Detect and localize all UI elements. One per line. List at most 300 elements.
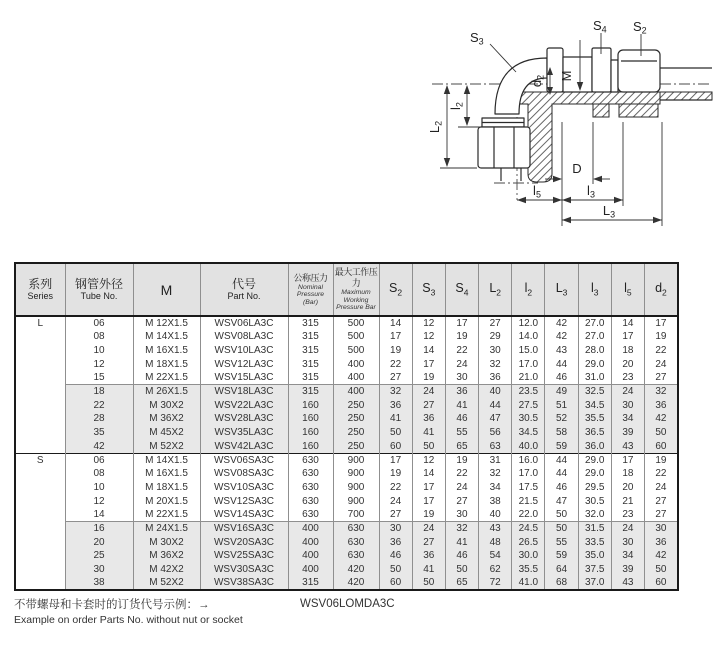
cell: 41 — [412, 426, 445, 440]
cell: 900 — [333, 494, 379, 508]
cell: 24 — [611, 385, 644, 399]
cell: WSV08SA3C — [200, 467, 288, 481]
spec-table — [14, 262, 679, 591]
fitting-diagram — [0, 0, 720, 255]
cell: 17 — [379, 330, 412, 344]
cell: 24 — [645, 357, 678, 371]
cell: 50 — [645, 426, 678, 440]
cell: 27 — [645, 508, 678, 522]
cell: 50 — [545, 522, 578, 536]
cell: M 14X1.5 — [133, 453, 200, 467]
cell: 60 — [645, 440, 678, 454]
cell: 17 — [611, 453, 644, 467]
cell: 24 — [645, 481, 678, 495]
cell: 49 — [545, 385, 578, 399]
cell: 160 — [288, 440, 333, 454]
cell: M 20X1.5 — [133, 494, 200, 508]
cell: 59 — [545, 549, 578, 563]
cell: WSV22LA3C — [200, 398, 288, 412]
cell: M 30X2 — [133, 398, 200, 412]
cell: WSV16SA3C — [200, 522, 288, 536]
cell: 400 — [333, 371, 379, 385]
table-row — [15, 535, 678, 549]
label-L3: L3 — [602, 203, 616, 220]
column-header-l2: $l_2$ — [512, 263, 545, 316]
cell: 21.5 — [512, 494, 545, 508]
cell: 36 — [645, 398, 678, 412]
cell: 60 — [379, 440, 412, 454]
header-part-zh: 代号 — [231, 277, 256, 291]
column-header-tube — [65, 263, 133, 316]
cell: 26.5 — [512, 535, 545, 549]
cell: 37.5 — [578, 563, 611, 577]
cell: 50 — [412, 576, 445, 590]
cell: 29.0 — [578, 453, 611, 467]
order-note-en: Example on order Parts No. without nut or socket — [14, 614, 243, 626]
cell: 630 — [288, 494, 333, 508]
cell: 43 — [545, 344, 578, 358]
cell: 14 — [65, 508, 133, 522]
cell: 30 — [445, 371, 478, 385]
cell: 630 — [333, 522, 379, 536]
cell: WSV10SA3C — [200, 481, 288, 495]
cell: 60 — [379, 576, 412, 590]
cell: 18 — [611, 467, 644, 481]
cell: 20 — [65, 535, 133, 549]
cell: 630 — [288, 453, 333, 467]
cell: WSV30SA3C — [200, 563, 288, 577]
table-row — [15, 398, 678, 412]
cell: 27 — [445, 494, 478, 508]
cell: 42 — [645, 549, 678, 563]
cell: 12 — [65, 357, 133, 371]
cell: WSV35LA3C — [200, 426, 288, 440]
column-header-part — [200, 263, 288, 316]
cell: 17.0 — [512, 357, 545, 371]
cell: 58 — [545, 426, 578, 440]
table-row — [15, 385, 678, 399]
label-l5: l5 — [533, 183, 541, 200]
cell: 50 — [379, 426, 412, 440]
cell: 315 — [288, 385, 333, 399]
s3-leader — [490, 44, 516, 72]
cell: WSV18LA3C — [200, 385, 288, 399]
cell: 160 — [288, 426, 333, 440]
cell: M 52X2 — [133, 576, 200, 590]
column-header-l5: $l_5$ — [611, 263, 644, 316]
cell: 250 — [333, 440, 379, 454]
cell: 19 — [412, 371, 445, 385]
cell: 22 — [379, 481, 412, 495]
cell: 27.0 — [578, 316, 611, 330]
cell: 23 — [611, 508, 644, 522]
label-s2: S2 — [633, 19, 647, 36]
cell: 12.0 — [512, 316, 545, 330]
cell: 52 — [545, 412, 578, 426]
cell: M 42X2 — [133, 563, 200, 577]
cell: M 16X1.5 — [133, 467, 200, 481]
cell: 14 — [412, 467, 445, 481]
label-s4: S4 — [593, 18, 607, 35]
cell: 29.0 — [578, 467, 611, 481]
cell: 54 — [479, 549, 512, 563]
column-header-s2: $S_2$ — [379, 263, 412, 316]
header-m: M — [160, 281, 173, 298]
cell: 33.5 — [578, 535, 611, 549]
cell: 17 — [412, 357, 445, 371]
cell: 44 — [479, 398, 512, 412]
table-body — [15, 316, 678, 590]
order-note-zh: 不带螺母和卡套时的订货代号示例：→ — [14, 599, 210, 611]
cell: 19 — [412, 508, 445, 522]
cell: 35.5 — [512, 563, 545, 577]
cell: WSV38SA3C — [200, 576, 288, 590]
cell: 65 — [445, 440, 478, 454]
cell: 50 — [445, 563, 478, 577]
cell: M 16X1.5 — [133, 344, 200, 358]
header-max-zh: 最大工作压力 — [334, 267, 378, 289]
cell: 27.5 — [512, 398, 545, 412]
table-row — [15, 330, 678, 344]
cell: 44 — [545, 357, 578, 371]
cell: 900 — [333, 481, 379, 495]
column-header-series — [15, 263, 65, 316]
cell: 42 — [65, 440, 133, 454]
cell: 63 — [479, 440, 512, 454]
cell: WSV12SA3C — [200, 494, 288, 508]
cell: 315 — [288, 330, 333, 344]
cell: 30 — [611, 398, 644, 412]
cell: 630 — [288, 508, 333, 522]
cell: 12 — [65, 494, 133, 508]
cell: 32 — [479, 467, 512, 481]
cell: 30 — [445, 508, 478, 522]
cell: 24 — [611, 522, 644, 536]
cell: 900 — [333, 467, 379, 481]
cell: 68 — [545, 576, 578, 590]
label-M: M — [559, 70, 574, 82]
cell: 18 — [611, 344, 644, 358]
cell: 700 — [333, 508, 379, 522]
cell: WSV15LA3C — [200, 371, 288, 385]
cell: 72 — [479, 576, 512, 590]
cell: 41 — [412, 563, 445, 577]
label-l2: l2 — [448, 102, 465, 110]
cell: 30 — [645, 522, 678, 536]
cell: 21.0 — [512, 371, 545, 385]
cell: 500 — [333, 344, 379, 358]
cell: 160 — [288, 412, 333, 426]
cell: 32 — [479, 357, 512, 371]
cell: 420 — [333, 563, 379, 577]
label-s3: S3 — [470, 30, 484, 47]
cell: WSV25SA3C — [200, 549, 288, 563]
table-row — [15, 412, 678, 426]
cell: 12 — [412, 330, 445, 344]
cell: 27 — [379, 371, 412, 385]
cell: 42 — [545, 316, 578, 330]
cell: 06 — [65, 453, 133, 467]
cell: 65 — [445, 576, 478, 590]
cell: 30 — [611, 535, 644, 549]
cell: 34.5 — [578, 398, 611, 412]
cell: M 24X1.5 — [133, 522, 200, 536]
cell: 10 — [65, 344, 133, 358]
locknut — [592, 48, 611, 92]
cell: WSV08LA3C — [200, 330, 288, 344]
cell: WSV10LA3C — [200, 344, 288, 358]
cell: 44 — [545, 467, 578, 481]
cell: 38 — [65, 576, 133, 590]
header-tube-en: Tube No. — [80, 291, 118, 301]
cell: 315 — [288, 371, 333, 385]
cell: 400 — [288, 563, 333, 577]
cell: 12 — [412, 453, 445, 467]
cell: 22 — [445, 344, 478, 358]
table-row — [15, 481, 678, 495]
cell: 32 — [645, 385, 678, 399]
cell: 27 — [412, 398, 445, 412]
cell: M 26X1.5 — [133, 385, 200, 399]
table-row — [15, 576, 678, 590]
cell: 27.0 — [578, 330, 611, 344]
cell: WSV20SA3C — [200, 535, 288, 549]
table-header-row — [15, 263, 678, 316]
column-header-s3: $S_3$ — [412, 263, 445, 316]
cell: 19 — [645, 330, 678, 344]
table-row — [15, 426, 678, 440]
cell: 17 — [611, 330, 644, 344]
cell: M 52X2 — [133, 440, 200, 454]
cell: 630 — [288, 481, 333, 495]
tube-nut-right — [618, 50, 660, 92]
cell: 30 — [379, 522, 412, 536]
cell: 30.0 — [512, 549, 545, 563]
table-row — [15, 494, 678, 508]
cell: 29.0 — [578, 357, 611, 371]
table-row — [15, 344, 678, 358]
cell: 39 — [611, 563, 644, 577]
cell: 46 — [445, 549, 478, 563]
cell: 14.0 — [512, 330, 545, 344]
cell: 40.0 — [512, 440, 545, 454]
cell: M 30X2 — [133, 535, 200, 549]
cell: 315 — [288, 576, 333, 590]
cell: 315 — [288, 316, 333, 330]
cell: 32.0 — [578, 508, 611, 522]
washer — [611, 60, 618, 92]
cell: 10 — [65, 481, 133, 495]
cell: WSV42LA3C — [200, 440, 288, 454]
cell: 36 — [412, 412, 445, 426]
cell: 38 — [479, 494, 512, 508]
cell: 24.5 — [512, 522, 545, 536]
cell: 59 — [545, 440, 578, 454]
table-row — [15, 440, 678, 454]
label-d2: d2 — [529, 74, 546, 88]
cell: M 36X2 — [133, 412, 200, 426]
cell: 22 — [445, 467, 478, 481]
cell: 43 — [611, 576, 644, 590]
table-row — [15, 371, 678, 385]
column-header-m — [133, 263, 200, 316]
cell: 42 — [545, 330, 578, 344]
cell: 36 — [412, 549, 445, 563]
cell: 22 — [379, 357, 412, 371]
cell: 17 — [379, 453, 412, 467]
cell: 48 — [479, 535, 512, 549]
cell: 19 — [379, 467, 412, 481]
cell: 24 — [445, 357, 478, 371]
cell: 40 — [479, 508, 512, 522]
cell: 16.0 — [512, 453, 545, 467]
cell: 250 — [333, 426, 379, 440]
cell: M 12X1.5 — [133, 316, 200, 330]
cell: 32 — [445, 522, 478, 536]
cell: M 18X1.5 — [133, 357, 200, 371]
cell: 36.0 — [578, 440, 611, 454]
cell: 23 — [611, 371, 644, 385]
series-label: L — [15, 316, 65, 453]
column-header-s4: $S_4$ — [445, 263, 478, 316]
cell: 34 — [479, 481, 512, 495]
cell: 41.0 — [512, 576, 545, 590]
cell: 160 — [288, 398, 333, 412]
table-row — [15, 316, 678, 330]
cell: 315 — [288, 357, 333, 371]
cell: 22.0 — [512, 508, 545, 522]
cell: 14 — [379, 316, 412, 330]
cell: 56 — [479, 426, 512, 440]
cell: 41 — [445, 535, 478, 549]
cell: 35 — [65, 426, 133, 440]
cell: 19 — [445, 453, 478, 467]
cell: 31 — [479, 453, 512, 467]
table-row — [15, 508, 678, 522]
cell: 27 — [645, 371, 678, 385]
cell: 17 — [645, 316, 678, 330]
cell: 24 — [379, 494, 412, 508]
cell: 21 — [611, 494, 644, 508]
cell: WSV12LA3C — [200, 357, 288, 371]
cell: WSV06SA3C — [200, 453, 288, 467]
cell: 35.5 — [578, 412, 611, 426]
cell: 15 — [65, 371, 133, 385]
cell: 400 — [288, 522, 333, 536]
cell: 34 — [611, 412, 644, 426]
cell: 44 — [545, 453, 578, 467]
cell: 18 — [65, 385, 133, 399]
cell: 43 — [611, 440, 644, 454]
cell: 17 — [412, 494, 445, 508]
cell: 27 — [412, 535, 445, 549]
header-tube-zh: 钢管外径 — [74, 277, 123, 291]
cell: M 22X1.5 — [133, 508, 200, 522]
cell: 08 — [65, 467, 133, 481]
cell: M 14X1.5 — [133, 330, 200, 344]
cell: 36 — [645, 535, 678, 549]
table-row — [15, 563, 678, 577]
cell: 35.0 — [578, 549, 611, 563]
table-row — [15, 549, 678, 563]
cell: 47 — [479, 412, 512, 426]
cell: 19 — [645, 453, 678, 467]
column-header-l3: $L_3$ — [545, 263, 578, 316]
cell: 42 — [645, 412, 678, 426]
cell: 400 — [288, 549, 333, 563]
cell: 27 — [379, 508, 412, 522]
cell: 630 — [288, 467, 333, 481]
cell: 12 — [412, 316, 445, 330]
cell: 420 — [333, 576, 379, 590]
cell: 24 — [412, 385, 445, 399]
header-part-en: Part No. — [227, 291, 261, 301]
cell: 22 — [645, 344, 678, 358]
column-header-d2: $d_2$ — [645, 263, 678, 316]
cell: 17.0 — [512, 467, 545, 481]
cell: WSV28LA3C — [200, 412, 288, 426]
cell: 630 — [333, 549, 379, 563]
order-note — [14, 598, 704, 627]
cell: 14 — [611, 316, 644, 330]
cell: M 45X2 — [133, 426, 200, 440]
cell: 06 — [65, 316, 133, 330]
cell: 50 — [379, 563, 412, 577]
tube-nut-bottom — [478, 127, 530, 168]
cell: 30 — [65, 563, 133, 577]
cell: 17 — [412, 481, 445, 495]
cell: 31.0 — [578, 371, 611, 385]
cell: 39 — [611, 426, 644, 440]
cell: 500 — [333, 330, 379, 344]
cell: 17 — [445, 316, 478, 330]
cell: 55 — [545, 535, 578, 549]
cell: 46 — [379, 549, 412, 563]
cell: 34.5 — [512, 426, 545, 440]
cell: 22 — [645, 467, 678, 481]
cell: M 22X1.5 — [133, 371, 200, 385]
cell: 41 — [379, 412, 412, 426]
cell: 19 — [379, 344, 412, 358]
cell: 25 — [65, 549, 133, 563]
cell: 37.0 — [578, 576, 611, 590]
cell: 20 — [611, 481, 644, 495]
cell: 36 — [379, 535, 412, 549]
label-D: D — [572, 161, 582, 176]
cell: 28 — [65, 412, 133, 426]
cell: 36 — [379, 398, 412, 412]
header-series-zh: 系列 — [28, 277, 53, 291]
cell: 24 — [445, 481, 478, 495]
column-header-l2: $L_2$ — [479, 263, 512, 316]
cell: 400 — [333, 385, 379, 399]
column-header-max-pressure — [333, 263, 379, 316]
cell: 250 — [333, 398, 379, 412]
cell: 36.5 — [578, 426, 611, 440]
cell: 46 — [545, 481, 578, 495]
cell: 50 — [412, 440, 445, 454]
table-row — [15, 453, 678, 467]
cell: 40 — [479, 385, 512, 399]
cell: 36 — [445, 385, 478, 399]
header-nominal-zh: 公称压力 — [293, 272, 328, 283]
cell: 51 — [545, 398, 578, 412]
cell: 46 — [545, 371, 578, 385]
cell: 55 — [445, 426, 478, 440]
table-row — [15, 357, 678, 371]
header-max-en: Maximum Working Pressure Bar — [336, 289, 376, 312]
table-row — [15, 467, 678, 481]
